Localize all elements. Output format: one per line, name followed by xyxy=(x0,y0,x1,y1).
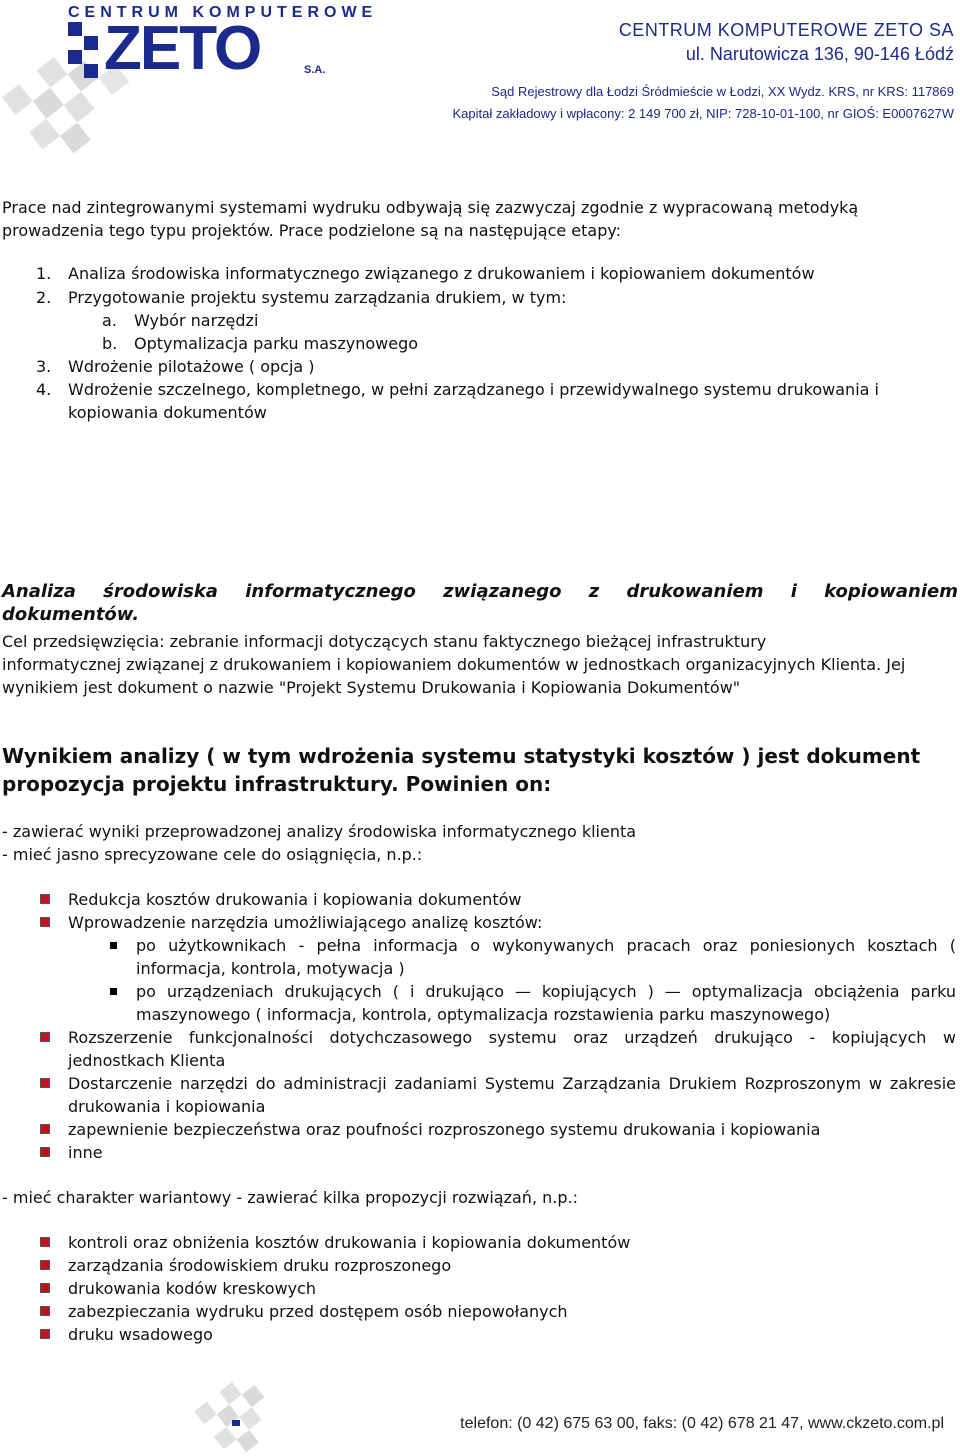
stage-num: 3. xyxy=(36,357,52,376)
result-heading-line-2: propozycja projektu infrastruktury. Powinien on: xyxy=(2,772,552,796)
stage-num: 4. xyxy=(36,380,52,399)
goal-1: Redukcja kosztów drukowania i kopiowania dokumentów xyxy=(68,890,522,909)
footer-checker-logo xyxy=(190,1360,300,1456)
substage-num: b. xyxy=(102,334,118,353)
logo-top-text: CENTRUM KOMPUTEROWE xyxy=(68,4,378,21)
stage-num: 1. xyxy=(36,264,52,283)
sub-bullet-icon xyxy=(110,988,117,995)
bullet-icon xyxy=(40,1283,50,1293)
result-heading-line-1: Wynikiem analizy ( w tym wdrożenia systemu statystyki kosztów ) jest dokument xyxy=(2,744,921,768)
stage-4-line-2: kopiowania dokumentów xyxy=(68,403,267,422)
goal-2: Wprowadzenie narzędzia umożliwiającego analizę kosztów: xyxy=(68,913,543,932)
substage-a: Wybór narzędzi xyxy=(134,311,259,330)
bullet-icon xyxy=(40,1078,50,1088)
goal-6: inne xyxy=(68,1143,103,1162)
intro-line-1: Prace nad zintegrowanymi systemami wydruku odbywają się zazwyczaj zgodnie z wypracowaną metodyką xyxy=(2,198,859,217)
requirement-1: - zawierać wyniki przeprowadzonej analizy środowiska informatycznego klienta xyxy=(2,822,637,841)
bullet-icon xyxy=(40,1032,50,1042)
analysis-paragraph-line-1: Cel przedsięwzięcia: zebranie informacji dotyczących stanu faktycznego bieżącej infrastruktury xyxy=(2,632,767,651)
requirement-2: - mieć jasno sprecyzowane cele do osiągnięcia, n.p.: xyxy=(2,845,423,864)
variant-2: zarządzania środowiskiem druku rozproszonego xyxy=(68,1256,452,1275)
variant-5: druku wsadowego xyxy=(68,1325,213,1344)
footer-contact: telefon: (0 42) 675 63 00, faks: (0 42) 678 21 47, www.ckzeto.com.pl xyxy=(460,1415,944,1432)
bullet-icon xyxy=(40,894,50,904)
requirement-3: - mieć charakter wariantowy - zawierać kilka propozycji rozwiązań, n.p.: xyxy=(2,1188,578,1207)
bullet-icon xyxy=(40,1237,50,1247)
stage-num: 2. xyxy=(36,288,52,307)
analysis-heading-cont: dokumentów. xyxy=(2,604,140,625)
analysis-heading: Analiza środowiska informatycznego związanego z drukowaniem i kopiowaniem xyxy=(2,581,958,602)
bullet-icon xyxy=(40,1306,50,1316)
goal-2a-line-2: informacja, kontrola, motywacja ) xyxy=(136,959,405,978)
goal-2b-line-2: maszynowego ( informacja, kontrola, optymalizacja rozstawienia parku maszynowego) xyxy=(136,1005,831,1024)
bullet-icon xyxy=(40,1124,50,1134)
logo-sa: S.A. xyxy=(304,64,326,76)
sub-bullet-icon xyxy=(110,942,117,949)
bullet-icon xyxy=(40,1329,50,1339)
goal-4-line-1: Dostarczenie narzędzi do administracji zadaniami Systemu Zarządzania Drukiem Rozproszonym w zakresie xyxy=(68,1074,956,1093)
company-address: ul. Narutowicza 136, 90-146 Łódź xyxy=(685,44,954,64)
goal-4-line-2: drukowania i kopiowania xyxy=(68,1097,266,1116)
logo-wordmark: ZETO xyxy=(104,14,261,83)
variant-1: kontroli oraz obniżenia kosztów drukowania i kopiowania dokumentów xyxy=(68,1233,631,1252)
stage-1: Analiza środowiska informatycznego związanego z drukowaniem i kopiowaniem dokumentów xyxy=(68,264,815,283)
company-name: CENTRUM KOMPUTEROWE ZETO SA xyxy=(618,20,954,40)
goal-3-line-2: jednostkach Klienta xyxy=(68,1051,226,1070)
footer-dot xyxy=(232,1420,240,1426)
bullet-icon xyxy=(40,1260,50,1270)
goal-3-line-1: Rozszerzenie funkcjonalności dotychczasowego systemu oraz urządzeń drukująco - kopiujących w xyxy=(68,1028,956,1047)
goal-2a-line-1: po użytkownikach - pełna informacja o wykonywanych pracach oraz poniesionych kosztach ( xyxy=(136,936,956,955)
bullet-icon xyxy=(40,917,50,927)
substage-num: a. xyxy=(102,311,117,330)
goal-2b-line-1: po urządzeniach drukujących ( i drukująco — kopiujących ) — optymalizacja obciążenia parku xyxy=(136,982,956,1001)
company-capital: Kapitał zakładowy i wpłacony: 2 149 700 zł, NIP: 728-10-01-100, nr GIOŚ: E0007627W xyxy=(452,106,954,121)
intro-line-2: prowadzenia tego typu projektów. Prace podzielone są na następujące etapy: xyxy=(2,221,622,240)
substage-b: Optymalizacja parku maszynowego xyxy=(134,334,419,353)
analysis-paragraph-line-2: informatycznej związanej z drukowaniem i kopiowaniem dokumentów w jednostkach organizacyjnych Klienta. Jej xyxy=(2,655,906,674)
stage-3: Wdrożenie pilotażowe ( opcja ) xyxy=(68,357,315,376)
analysis-paragraph-line-3: wynikiem jest dokument o nazwie "Projekt Systemu Drukowania i Kopiowania Dokumentów" xyxy=(2,678,741,697)
bullet-icon xyxy=(40,1147,50,1157)
logo-blocks xyxy=(68,22,98,78)
variant-3: drukowania kodów kreskowych xyxy=(68,1279,316,1298)
stage-4-line-1: Wdrożenie szczelnego, kompletnego, w pełni zarządzanego i przewidywalnego systemu drukowania i xyxy=(68,380,879,399)
stage-2: Przygotowanie projektu systemu zarządzania drukiem, w tym: xyxy=(68,288,567,307)
company-registry: Sąd Rejestrowy dla Łodzi Śródmieście w Łodzi, XX Wydz. KRS, nr KRS: 117869 xyxy=(491,84,954,99)
variant-4: zabezpieczania wydruku przed dostępem osób niepowołanych xyxy=(68,1302,568,1321)
goal-5: zapewnienie bezpieczeństwa oraz poufności rozproszonego systemu drukowania i kopiowania xyxy=(68,1120,821,1139)
